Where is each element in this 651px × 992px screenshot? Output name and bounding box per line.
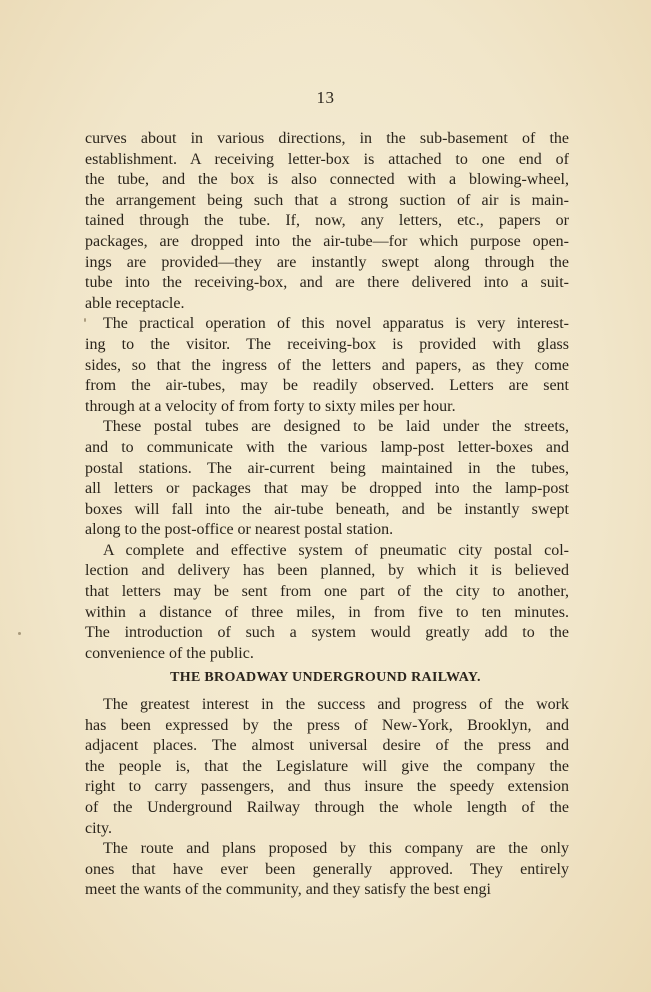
text-line: ing to the visitor. The receiving-box is provided with glass (85, 335, 569, 353)
text-line: and to communicate with the various lamp-post letter-boxes and (85, 438, 569, 456)
text-line: The introduction of such a system would greatly add to the (85, 624, 569, 642)
text-line: the arrangement being such that a strong suction of air is main- (85, 191, 569, 209)
text-line: boxes will fall into the air-tube beneath, and be instantly swept (85, 500, 569, 518)
text-line: ings are provided—they are instantly swept along through the (85, 253, 569, 271)
paper-speck (84, 318, 86, 322)
text-line: city. (85, 819, 112, 837)
paragraph (85, 129, 569, 314)
body-text-section-two (85, 695, 569, 901)
paragraph (85, 314, 569, 417)
paragraph (85, 839, 569, 901)
text-line: has been expressed by the press of New-York, Brooklyn, and (85, 716, 569, 734)
body-text-section-one (85, 129, 569, 664)
text-line: right to carry passengers, and thus insure the speedy extension (85, 778, 569, 796)
text-line: convenience of the public. (85, 644, 254, 662)
text-line: curves about in various directions, in the sub-basement of the (85, 130, 569, 147)
text-line: along to the post-office or nearest postal station. (85, 521, 394, 539)
paragraph (85, 541, 569, 665)
text-line: meet the wants of the community, and they satisfy the best engi (85, 881, 491, 899)
text-line: that letters may be sent from one part of the city to another, (85, 583, 569, 601)
text-line: tained through the tube. If, now, any letters, etc., papers or (85, 212, 569, 230)
paragraph (85, 417, 569, 541)
text-line: These postal tubes are designed to be laid under the streets, (103, 418, 569, 436)
text-line: The practical operation of this novel apparatus is very interest- (103, 315, 569, 333)
text-line: from the air-tubes, may be readily observed. Letters are sent (85, 377, 569, 395)
text-line: through at a velocity of from forty to sixty miles per hour. (85, 397, 456, 415)
text-line: The route and plans proposed by this company are the only (103, 840, 569, 858)
text-line: postal stations. The air-current being maintained in the tubes, (85, 459, 569, 477)
text-line: the tube, and the box is also connected with a blowing-wheel, (85, 171, 569, 189)
paragraph (85, 695, 569, 839)
text-line: establishment. A receiving letter-box is attached to one end of (85, 150, 569, 168)
text-line: packages, are dropped into the air-tube—for which purpose open- (85, 232, 569, 250)
text-line: the people is, that the Legislature will give the company the (85, 757, 569, 775)
page-number: 13 (316, 88, 335, 107)
text-line: able receptacle. (85, 294, 185, 312)
text-line: all letters or packages that may be dropped into the lamp-post (85, 480, 569, 498)
text-line: lection and delivery has been planned, by which it is believed (85, 562, 569, 580)
text-line: within a distance of three miles, in from five to ten minutes. (85, 603, 569, 621)
text-line: adjacent places. The almost universal desire of the press and (85, 737, 569, 755)
text-line: sides, so that the ingress of the letters and papers, as they come (85, 356, 569, 374)
text-line: tube into the receiving-box, and are there delivered into a suit- (85, 274, 569, 292)
text-line: The greatest interest in the success and progress of the work (103, 696, 569, 713)
text-line: of the Underground Railway through the whole length of the (85, 798, 569, 816)
paper-speck (18, 632, 21, 635)
section-heading: THE BROADWAY UNDERGROUND RAILWAY. (170, 670, 481, 685)
text-line: A complete and effective system of pneumatic city postal col- (103, 541, 569, 559)
text-line: ones that have ever been generally approved. They entirely (85, 860, 569, 878)
